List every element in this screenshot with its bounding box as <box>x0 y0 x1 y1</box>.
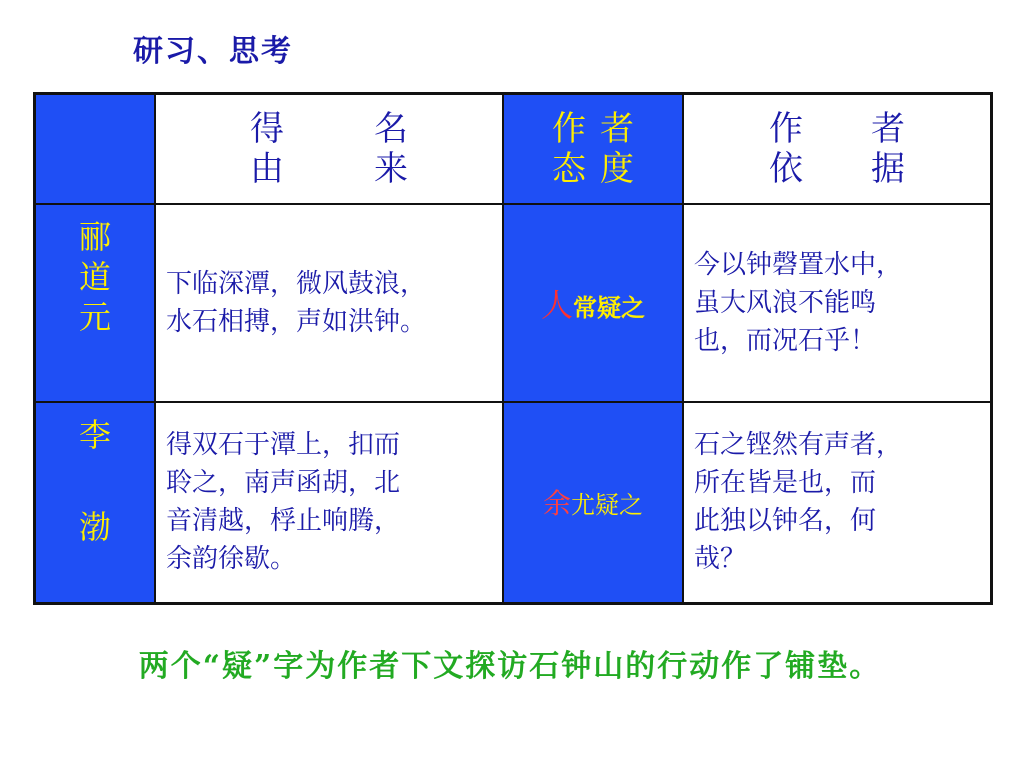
page-heading: 研习、思考 <box>133 34 293 69</box>
basis-text: 石之铿然有声者， 所在皆是也，而 此独以钟名，何 哉？ <box>683 402 992 604</box>
header-basis: 作 者 依 据 <box>683 94 992 204</box>
author-name: 郦 道 元 <box>35 204 156 402</box>
basis-text: 今以钟磬置水中， 虽大风浪不能鸣 也，而况石乎！ <box>683 204 992 402</box>
header-origin: 得 名 由 来 <box>155 94 503 204</box>
header-attitude: 作 者 态 度 <box>503 94 683 204</box>
footer-note: 两个“疑”字为作者下文探访石钟山的行动作了铺垫。 <box>138 649 882 684</box>
table-row <box>35 402 992 604</box>
attitude-cell: 余尤疑之 <box>503 402 683 604</box>
comparison-table <box>33 92 993 605</box>
origin-text: 得双石于潭上，扣而 聆之，南声函胡，北 音清越，桴止响腾， 余韵徐歇。 <box>155 402 503 604</box>
table-row <box>35 204 992 402</box>
origin-text: 下临深潭，微风鼓浪， 水石相搏，声如洪钟。 <box>155 204 503 402</box>
corner-cell <box>35 94 156 204</box>
author-name: 李 渤 <box>35 402 156 604</box>
attitude-cell: 人常疑之 <box>503 204 683 402</box>
